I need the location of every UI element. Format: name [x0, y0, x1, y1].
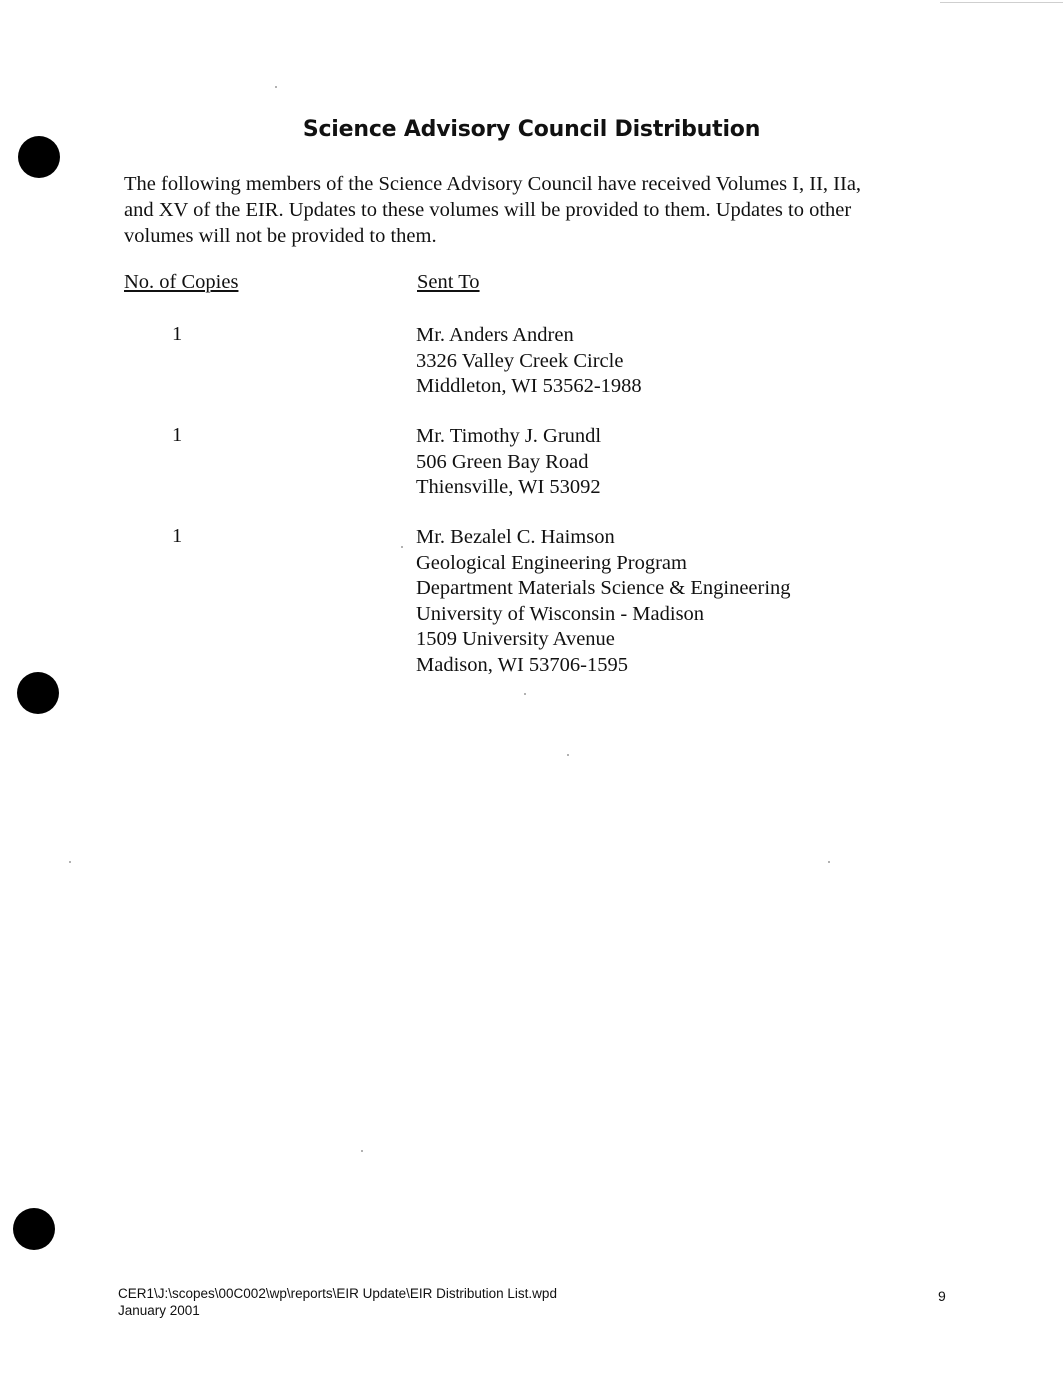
- address-line: University of Wisconsin - Madison: [416, 602, 705, 625]
- sent-to-column-header: Sent To: [417, 271, 480, 293]
- page-title: Science Advisory Council Distribution: [302, 117, 761, 142]
- scan-speck: [828, 861, 830, 863]
- copies-count: 1: [172, 525, 183, 547]
- intro-line: volumes will not be provided to them.: [124, 225, 437, 247]
- address-line: Thiensville, WI 53092: [416, 476, 601, 498]
- address-line: Madison, WI 53706-1595: [416, 653, 629, 676]
- scan-speck: [567, 754, 569, 756]
- recipient-address: [416, 525, 791, 678]
- binder-hole-bottom: [13, 1208, 55, 1250]
- address-line: 1509 University Avenue: [416, 628, 615, 650]
- copies-count: 1: [172, 424, 183, 446]
- scan-speck: [524, 693, 526, 695]
- copies-column-header: No. of Copies: [124, 271, 239, 293]
- page-footer: [118, 1285, 557, 1319]
- address-line: Middleton, WI 53562-1988: [416, 375, 642, 397]
- scan-speck: [361, 1150, 363, 1152]
- scan-edge-line: [940, 2, 1063, 3]
- recipient-name: Mr. Timothy J. Grundl: [416, 425, 602, 447]
- address-line: Department Materials Science & Engineering: [416, 577, 791, 599]
- footer-date: January 2001: [118, 1303, 200, 1318]
- address-line: 506 Green Bay Road: [416, 450, 589, 473]
- intro-paragraph: [124, 171, 904, 249]
- recipient-name: Mr. Bezalel C. Haimson: [416, 526, 615, 548]
- page-number: 9: [938, 1288, 946, 1304]
- address-line: 3326 Valley Creek Circle: [416, 349, 624, 372]
- binder-hole-top: [18, 136, 60, 178]
- recipient-name: Mr. Anders Andren: [416, 324, 574, 346]
- intro-line: and XV of the EIR. Updates to these volumes will be provided to them. Updates to other: [124, 199, 852, 221]
- binder-hole-middle: [17, 672, 59, 714]
- scan-speck: [69, 861, 71, 863]
- recipient-address: [416, 424, 601, 501]
- scan-speck: [275, 86, 277, 88]
- recipient-address: [416, 323, 642, 400]
- copies-count: 1: [172, 323, 183, 345]
- intro-line: The following members of the Science Advisory Council have received Volumes I, II, IIa,: [124, 173, 862, 195]
- file-path: CER1\J:\scopes\00C002\wp\reports\EIR Update\EIR Distribution List.wpd: [118, 1286, 557, 1301]
- address-line: Geological Engineering Program: [416, 551, 687, 574]
- scan-speck: [401, 546, 403, 548]
